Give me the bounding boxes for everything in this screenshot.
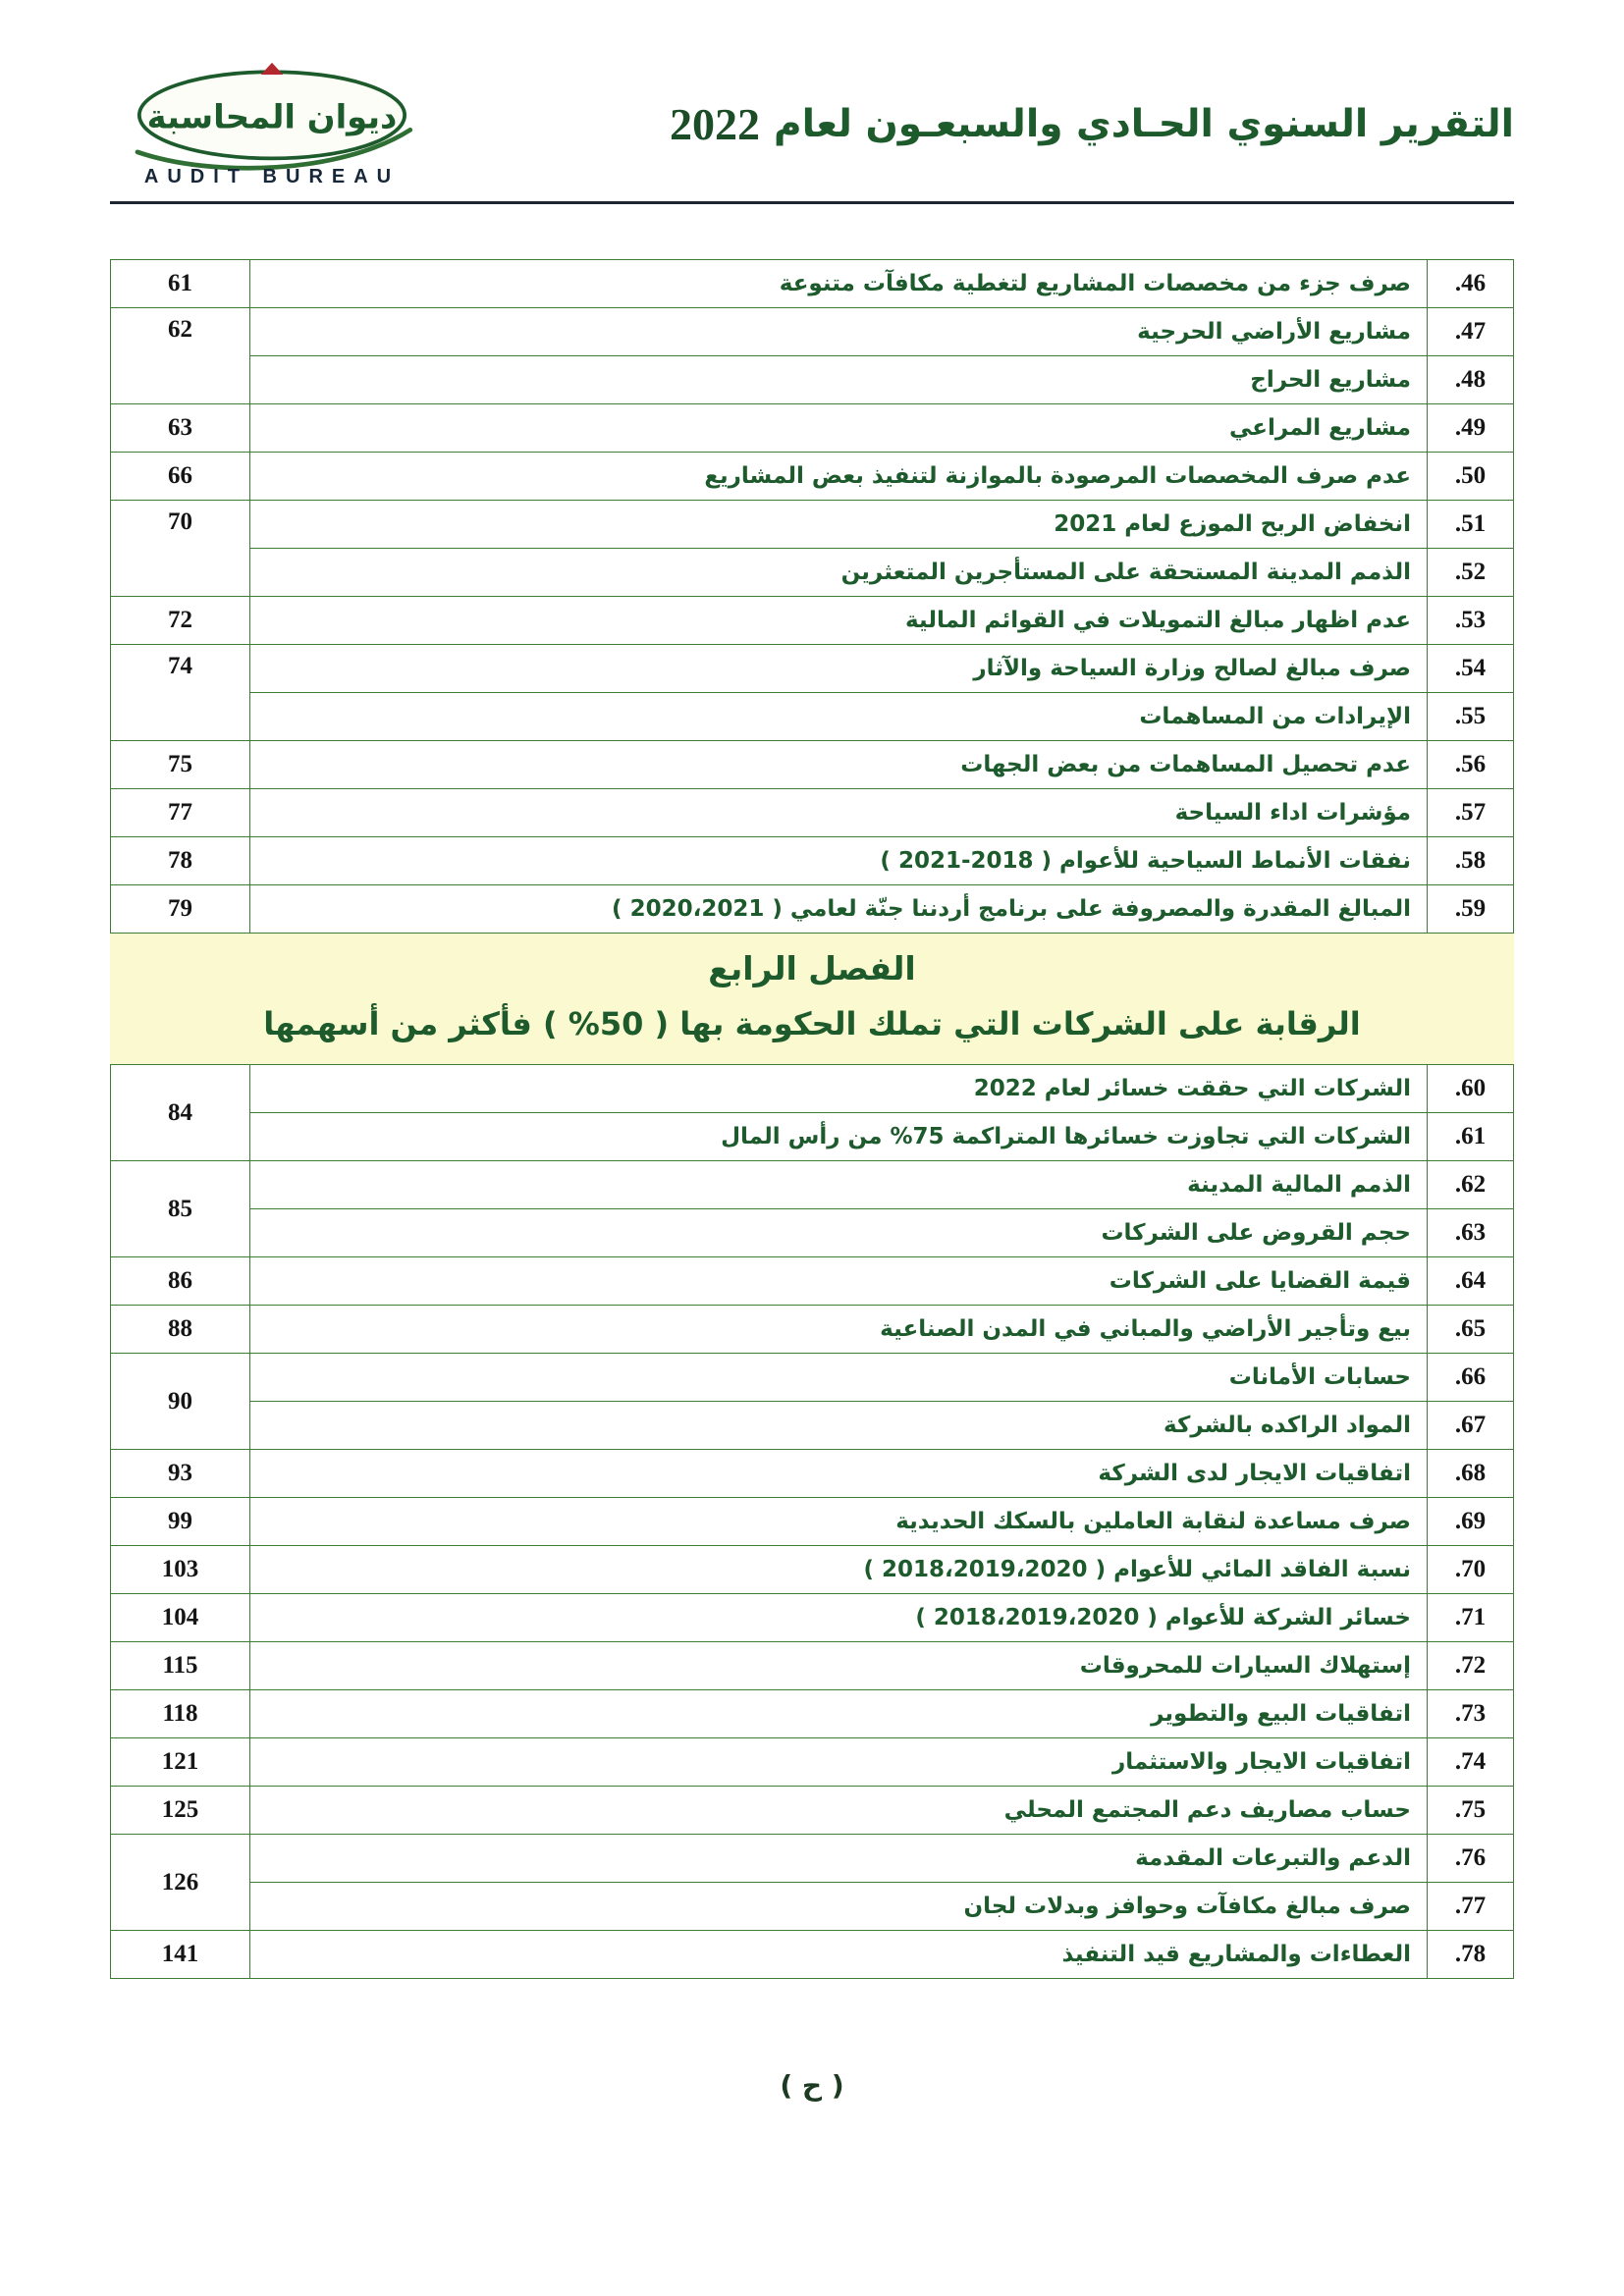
toc-item-title: المواد الراكده بالشركة [250,1402,1428,1450]
chapter-subtitle: الرقابة على الشركات التي تملك الحكومة بها ( 50% ) فأكثر من أسهمها [263,1005,1361,1042]
toc-item-number: .47 [1428,308,1514,356]
toc-item-title: عدم صرف المخصصات المرصودة بالموازنة لتنفيذ بعض المشاريع [250,453,1428,501]
toc-item-number: .51 [1428,501,1514,549]
toc-page-number: 86 [111,1257,250,1306]
toc-page-number: 126 [111,1835,250,1931]
toc-item-number: .58 [1428,837,1514,885]
toc-page-number: 84 [111,1065,250,1161]
toc-page-number: 141 [111,1931,250,1979]
toc-page-number: 99 [111,1498,250,1546]
toc-item-title: عدم اظهار مبالغ التمويلات في القوائم المالية [250,597,1428,645]
toc-row [111,1161,1514,1209]
toc-item-number: .49 [1428,404,1514,453]
toc-item-title: اتفاقيات الايجار والاستثمار [250,1738,1428,1787]
audit-bureau-logo [110,60,434,188]
page-footer [110,2069,1514,2102]
toc-row [111,404,1514,453]
toc-page-number: 72 [111,597,250,645]
toc-page-number: 103 [111,1546,250,1594]
logo-arabic-text: ديوان المحاسبة [146,97,398,136]
toc-page-number: 66 [111,453,250,501]
toc-row [111,1546,1514,1594]
toc-item-number: .69 [1428,1498,1514,1546]
toc-row [111,1883,1514,1931]
toc-item-number: .63 [1428,1209,1514,1257]
toc-page-number: 78 [111,837,250,885]
toc-row [111,356,1514,404]
toc-item-title: حساب مصاريف دعم المجتمع المحلي [250,1787,1428,1835]
toc-item-number: .60 [1428,1065,1514,1113]
toc-item-number: .54 [1428,645,1514,693]
report-header [110,57,1514,204]
toc-row [111,453,1514,501]
toc-item-title: صرف مساعدة لنقابة العاملين بالسكك الحديدية [250,1498,1428,1546]
toc-item-number: .73 [1428,1690,1514,1738]
toc-item-title: مشاريع الحراج [250,356,1428,404]
toc-row [111,1594,1514,1642]
toc-row [111,789,1514,837]
toc-item-number: .70 [1428,1546,1514,1594]
toc-row [111,1450,1514,1498]
toc-page-number: 70 [111,501,250,597]
toc-page-number: 125 [111,1787,250,1835]
toc-page-number: 88 [111,1306,250,1354]
report-title-year: 2022 [670,99,761,149]
toc-page-number: 118 [111,1690,250,1738]
toc-row [111,1931,1514,1979]
toc-item-number: .53 [1428,597,1514,645]
toc-row [111,1642,1514,1690]
toc-item-number: .55 [1428,693,1514,741]
toc-item-number: .50 [1428,453,1514,501]
toc-item-number: .66 [1428,1354,1514,1402]
logo-english-text: AUDIT BUREAU [143,166,401,187]
toc-page-number: 121 [111,1738,250,1787]
report-title [664,98,1514,150]
toc-row [111,1306,1514,1354]
toc-item-title: الشركات التي تجاوزت خسائرها المتراكمة 75% من رأس المال [250,1113,1428,1161]
logo-crown-icon [261,63,284,75]
audit-bureau-emblem [120,60,424,180]
toc-item-title: الذمم المالية المدينة [250,1161,1428,1209]
toc-row [111,741,1514,789]
toc-row [111,260,1514,308]
toc-page-number: 74 [111,645,250,741]
toc-item-number: .67 [1428,1402,1514,1450]
toc-row [111,1835,1514,1883]
toc-item-title: الذمم المدينة المستحقة على المستأجرين المتعثرين [250,549,1428,597]
toc-page-number: 85 [111,1161,250,1257]
toc-item-title: العطاءات والمشاريع قيد التنفيذ [250,1931,1428,1979]
toc-item-title: حسابات الأمانات [250,1354,1428,1402]
toc-item-number: .64 [1428,1257,1514,1306]
toc-item-number: .68 [1428,1450,1514,1498]
toc-row [111,1498,1514,1546]
toc-page-number: 79 [111,885,250,934]
toc-item-title: صرف مبالغ لصالح وزارة السياحة والآثار [250,645,1428,693]
toc-row [111,1738,1514,1787]
toc-row [111,501,1514,549]
toc-page-number: 63 [111,404,250,453]
chapter-heading-block [110,934,1514,1064]
toc-item-title: المبالغ المقدرة والمصروفة على برنامج أردننا جنّة لعامي ( 2020،2021 ) [250,885,1428,934]
toc-item-number: .74 [1428,1738,1514,1787]
toc-item-number: .77 [1428,1883,1514,1931]
toc-row [111,1402,1514,1450]
toc-item-title: حجم القروض على الشركات [250,1209,1428,1257]
toc-item-number: .52 [1428,549,1514,597]
toc-item-title: الدعم والتبرعات المقدمة [250,1835,1428,1883]
toc-row [111,645,1514,693]
chapter-title: الفصل الرابع [708,949,916,988]
toc-item-title: نفقات الأنماط السياحية للأعوام ( 2018-2021 ) [250,837,1428,885]
toc-row [111,1065,1514,1113]
toc-item-number: .71 [1428,1594,1514,1642]
toc-page-number: 61 [111,260,250,308]
toc-item-number: .56 [1428,741,1514,789]
toc-item-number: .57 [1428,789,1514,837]
toc-page-number: 115 [111,1642,250,1690]
toc-table-part2 [110,1064,1514,1979]
toc-item-title: إستهلاك السيارات للمحروقات [250,1642,1428,1690]
toc-page-number: 75 [111,741,250,789]
page-letter-marker: ( ح ) [780,2069,844,2102]
toc-item-title: صرف مبالغ مكافآت وحوافز وبدلات لجان [250,1883,1428,1931]
toc-item-title: الشركات التي حققت خسائر لعام 2022 [250,1065,1428,1113]
report-title-arabic: التقرير السنوي الحـادي والسبعـون لعام [774,102,1514,146]
toc-item-title: اتفاقيات الايجار لدى الشركة [250,1450,1428,1498]
toc-page-number: 90 [111,1354,250,1450]
toc-item-number: .65 [1428,1306,1514,1354]
toc-page-number: 93 [111,1450,250,1498]
toc-item-title: الإيرادات من المساهمات [250,693,1428,741]
toc-item-number: .48 [1428,356,1514,404]
toc-row [111,549,1514,597]
toc-item-number: .59 [1428,885,1514,934]
toc-item-title: مشاريع المراعي [250,404,1428,453]
toc-page-number: 77 [111,789,250,837]
toc-row [111,693,1514,741]
toc-page-number: 104 [111,1594,250,1642]
toc-item-title: مشاريع الأراضي الحرجية [250,308,1428,356]
toc-item-title: بيع وتأجير الأراضي والمباني في المدن الصناعية [250,1306,1428,1354]
toc-item-title: عدم تحصيل المساهمات من بعض الجهات [250,741,1428,789]
toc-item-title: انخفاض الربح الموزع لعام 2021 [250,501,1428,549]
toc-item-number: .62 [1428,1161,1514,1209]
toc-item-title: مؤشرات اداء السياحة [250,789,1428,837]
toc-row [111,837,1514,885]
toc-item-number: .76 [1428,1835,1514,1883]
toc-item-number: .78 [1428,1931,1514,1979]
toc-item-title: نسبة الفاقد المائي للأعوام ( 2018،2019،2020 ) [250,1546,1428,1594]
toc-row [111,1209,1514,1257]
toc-item-title: قيمة القضايا على الشركات [250,1257,1428,1306]
toc-row [111,1787,1514,1835]
toc-row [111,1257,1514,1306]
toc-item-title: خسائر الشركة للأعوام ( 2018،2019،2020 ) [250,1594,1428,1642]
toc-row [111,1690,1514,1738]
toc-row [111,308,1514,356]
toc-page-number: 62 [111,308,250,404]
toc-item-title: صرف جزء من مخصصات المشاريع لتغطية مكافآت متنوعة [250,260,1428,308]
toc-item-number: .72 [1428,1642,1514,1690]
toc-item-number: .75 [1428,1787,1514,1835]
toc-item-number: .46 [1428,260,1514,308]
toc-row [111,1113,1514,1161]
toc-item-title: اتفاقيات البيع والتطوير [250,1690,1428,1738]
toc-row [111,1354,1514,1402]
toc-table-part1 [110,259,1514,934]
toc-row [111,885,1514,934]
toc-item-number: .61 [1428,1113,1514,1161]
toc-row [111,597,1514,645]
